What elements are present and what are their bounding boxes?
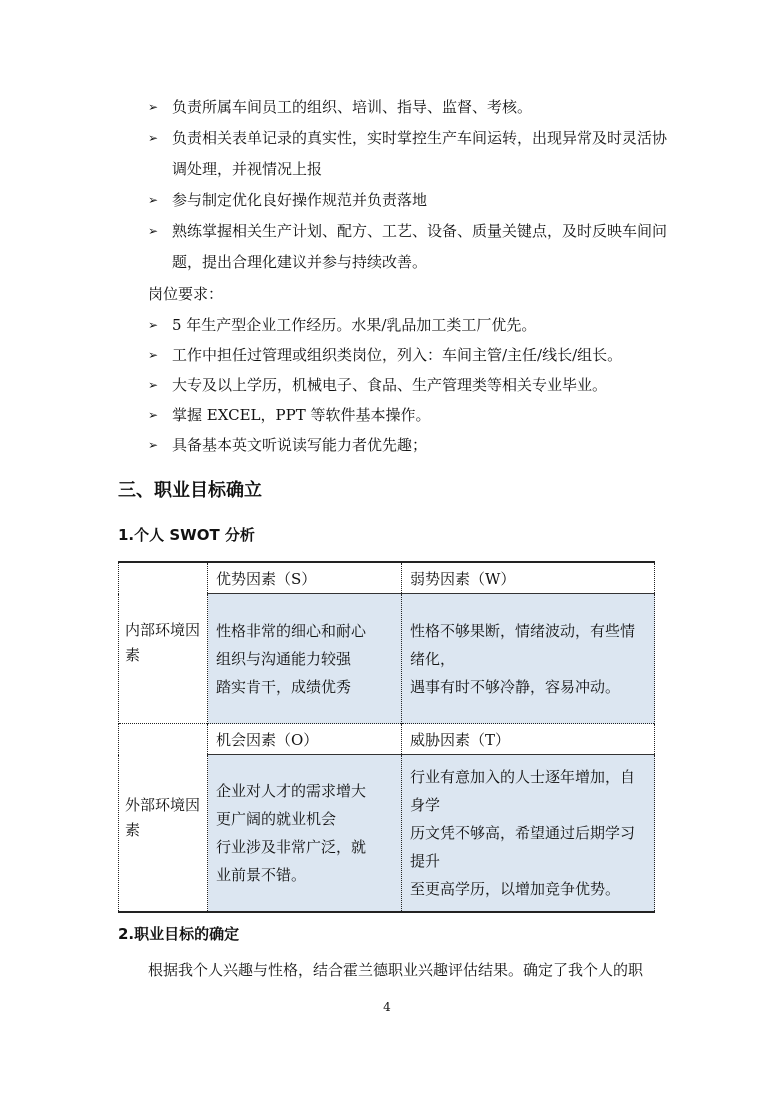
requirement-text: 掌握 EXCEL，PPT 等软件基本操作。 <box>172 406 431 424</box>
strength-line: 踏实肯干，成绩优秀 <box>216 677 352 696</box>
weaknesses-header: 弱势因素（W） <box>402 562 655 594</box>
strength-line: 性格非常的细心和耐心 <box>216 621 367 640</box>
requirement-bullet <box>148 370 668 401</box>
goal-subheading: 2.职业目标的确定 <box>118 925 240 943</box>
external-factors-label: 外部环境因素 <box>119 724 208 913</box>
arrow-bullet-icon: ➢ <box>148 408 159 422</box>
duty-bullet <box>148 216 668 278</box>
duty-text: 参与制定优化良好操作规范并负责落地 <box>172 191 428 209</box>
requirement-text: 具备基本英文听说读写能力者优先趣； <box>172 436 428 454</box>
arrow-bullet-icon: ➢ <box>148 438 159 452</box>
arrow-bullet-icon: ➢ <box>148 378 159 392</box>
goal-paragraph: 根据我个人兴趣与性格，结合霍兰德职业兴趣评估结果。确定了我个人的职 <box>148 961 644 979</box>
strengths-header: 优势因素（S） <box>208 562 402 594</box>
strength-line: 组织与沟通能力较强 <box>216 649 352 668</box>
threats-header: 威胁因素（T） <box>402 724 655 755</box>
page-number: 4 <box>383 1000 391 1014</box>
duty-text: 熟练掌握相关生产计划、配方、工艺、设备、质量关键点，及时反映车间问题，提出合理化建议并参与持续改善。 <box>172 222 668 271</box>
arrow-bullet-icon: ➢ <box>148 131 159 145</box>
arrow-bullet-icon: ➢ <box>148 224 159 238</box>
arrow-bullet-icon: ➢ <box>148 348 159 362</box>
duty-bullet <box>148 185 668 216</box>
requirement-bullet <box>148 400 668 431</box>
opportunity-line: 企业对人才的需求增大 <box>216 782 367 800</box>
weakness-line: 性格不够果断，情绪波动，有些情绪化， <box>410 621 636 668</box>
opportunity-line: 业前景不错。 <box>216 866 307 884</box>
opportunity-line: 更广阔的就业机会 <box>216 810 337 828</box>
duty-text: 负责相关表单记录的真实性，实时掌控生产车间运转，出现异常及时灵活协调处理，并视情况上报 <box>172 129 668 178</box>
threats-content <box>402 755 655 913</box>
arrow-bullet-icon: ➢ <box>148 100 159 114</box>
duty-text: 负责所属车间员工的组织、培训、指导、监督、考核。 <box>172 98 533 116</box>
requirements-label: 岗位要求： <box>148 285 224 303</box>
duty-bullet <box>148 123 668 185</box>
section-heading: 三、职业目标确立 <box>118 480 262 501</box>
threat-line: 至更高学历，以增加竞争优势。 <box>410 880 621 898</box>
swot-subheading: 1.个人 SWOT 分析 <box>118 526 255 544</box>
opportunities-header: 机会因素（O） <box>208 724 402 755</box>
requirement-bullet <box>148 310 668 341</box>
weaknesses-content <box>402 594 655 724</box>
threat-line: 行业有意加入的人士逐年增加，自身学 <box>410 768 636 814</box>
opportunity-line: 行业涉及非常广泛，就 <box>216 838 367 856</box>
arrow-bullet-icon: ➢ <box>148 193 159 207</box>
requirement-text: 工作中担任过管理或组织类岗位，列入：车间主管/主任/线长/组长。 <box>172 346 623 364</box>
requirement-text: 大专及以上学历，机械电子、食品、生产管理类等相关专业毕业。 <box>172 376 608 394</box>
opportunities-content <box>208 755 402 913</box>
requirement-text: 5 年生产型企业工作经历。水果/乳品加工类工厂优先。 <box>172 316 537 334</box>
duty-bullet <box>148 92 668 123</box>
strengths-content <box>208 594 402 724</box>
weakness-line: 遇事有时不够冷静，容易冲动。 <box>410 677 621 696</box>
arrow-bullet-icon: ➢ <box>148 318 159 332</box>
requirement-bullet <box>148 430 668 461</box>
requirement-bullet <box>148 340 668 371</box>
internal-factors-label: 内部环境因素 <box>119 562 208 724</box>
threat-line: 历文凭不够高，希望通过后期学习提升 <box>410 824 636 870</box>
swot-table <box>118 561 655 913</box>
